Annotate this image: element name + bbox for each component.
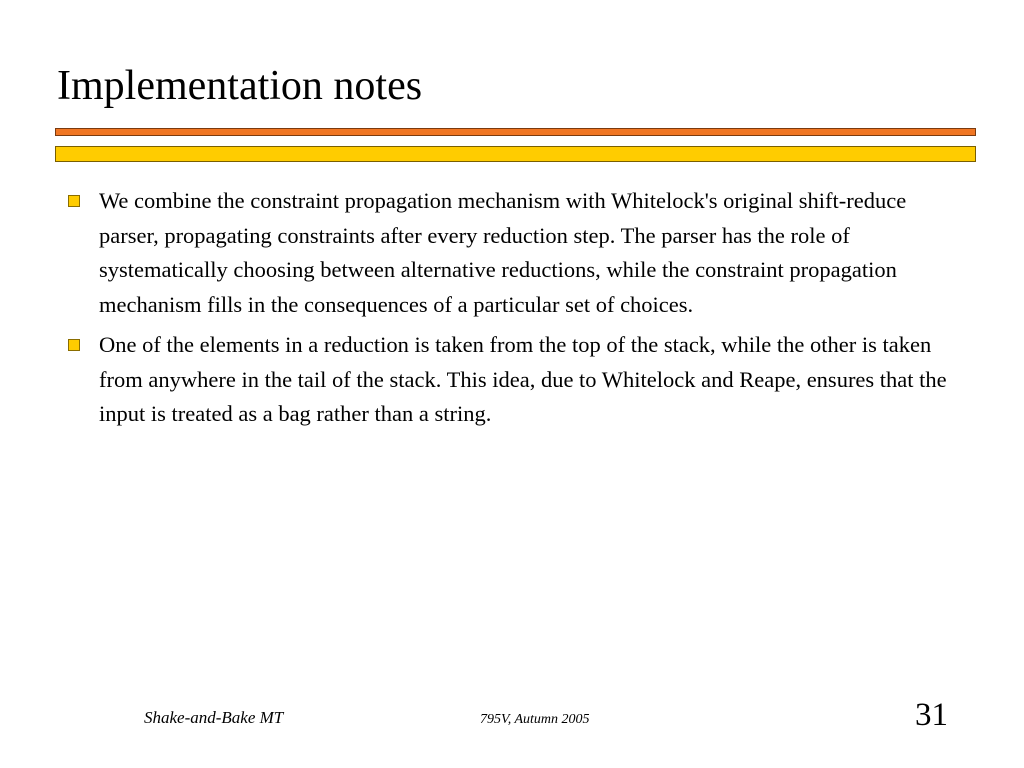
page-number: 31: [915, 697, 948, 733]
square-bullet-icon: [68, 339, 80, 351]
bullet-list: [68, 184, 958, 438]
footer-course-title: Shake-and-Bake MT: [144, 708, 284, 727]
bullet-text: We combine the constraint propagation mechanism with Whitelock's original shift-reduce parser, propagating constraints after every reduction step. The parser has the role of systematically choosing between alternative reductions, while the constraint propagation mechanism fills in the consequences of a particular set of choices.: [99, 188, 907, 317]
slide-title: Implementation notes: [57, 63, 423, 109]
bullet-text: One of the elements in a reduction is taken from the top of the stack, while the other is taken from anywhere in the tail of the stack. This idea, due to Whitelock and Reape, ensures that the input is treated as a bag rather than a string.: [99, 332, 947, 426]
footer-term: 795V, Autumn 2005: [480, 712, 590, 727]
square-bullet-icon: [68, 195, 80, 207]
orange-divider-rule: [55, 128, 976, 136]
bullet-item: [68, 328, 958, 432]
yellow-divider-rule: [55, 146, 976, 162]
bullet-item: [68, 184, 958, 322]
